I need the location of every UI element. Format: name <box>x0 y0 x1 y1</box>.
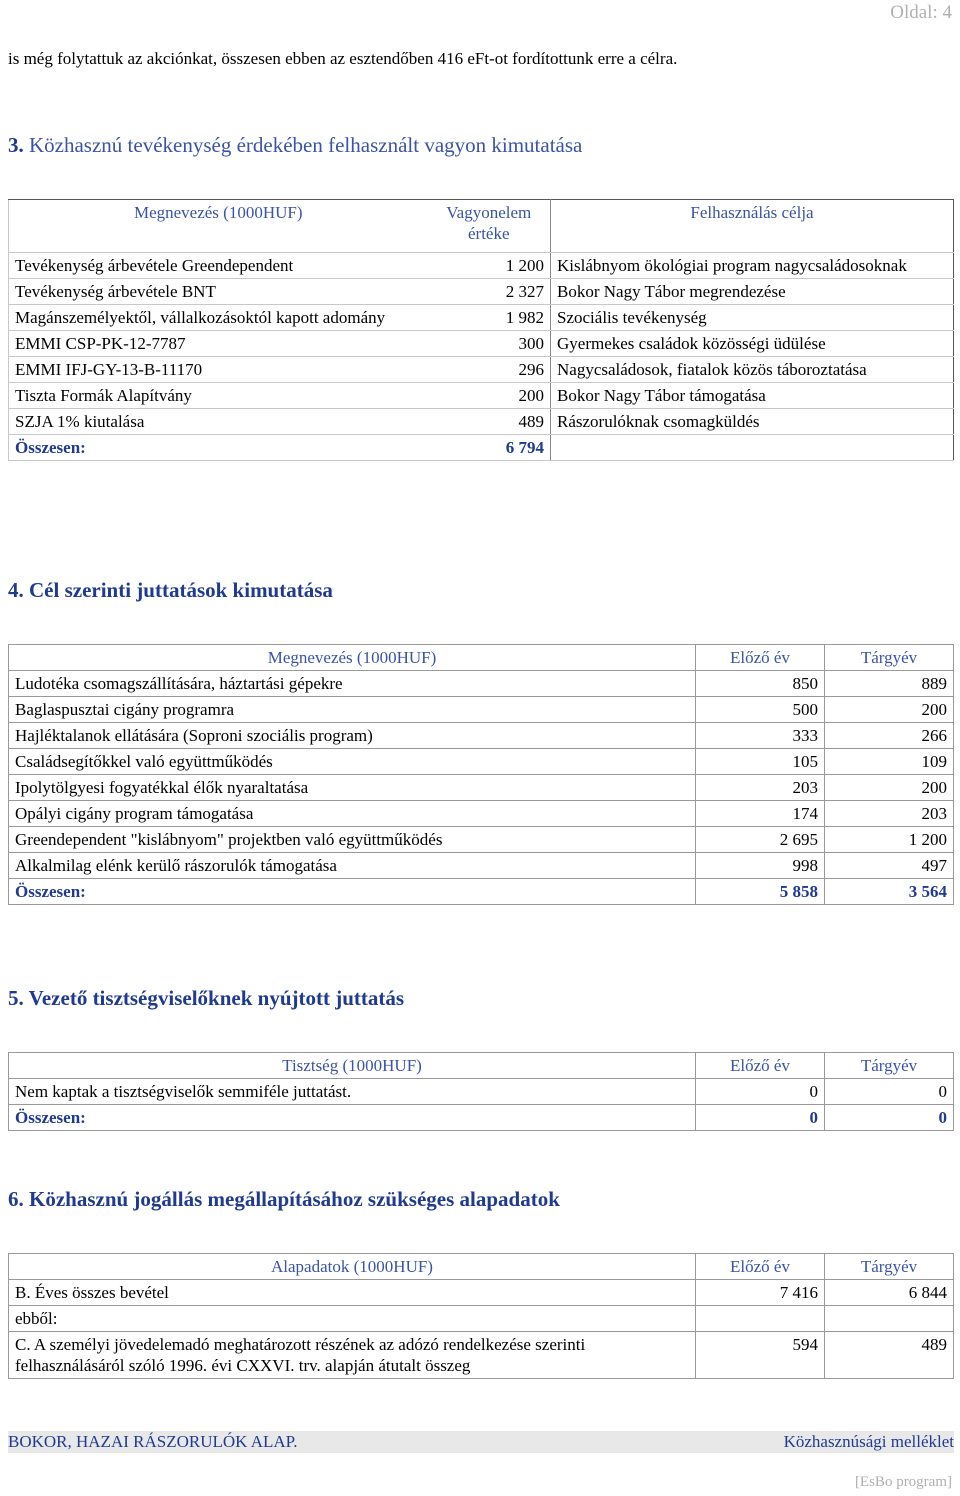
row-curr: 1 200 <box>825 827 954 853</box>
section-3-title: Közhasznú tevékenység érdekében felhasznált vagyon kimutatása <box>23 133 583 157</box>
total-label: Összesen: <box>9 435 428 461</box>
section-3-heading <box>8 133 582 158</box>
col-header-curr: Tárgyév <box>825 1053 954 1079</box>
row-curr: 6 844 <box>825 1280 954 1306</box>
row-curr: 489 <box>825 1332 954 1379</box>
row-prev: 500 <box>696 697 825 723</box>
col-header-curr: Tárgyév <box>825 1254 954 1280</box>
row-curr: 109 <box>825 749 954 775</box>
row-name: Opályi cigány program támogatása <box>9 801 696 827</box>
row-name: Tiszta Formák Alapítvány <box>9 383 428 409</box>
total-row <box>9 435 954 461</box>
row-value: 1 982 <box>428 305 551 331</box>
row-prev: 850 <box>696 671 825 697</box>
row-name: ebből: <box>9 1306 696 1332</box>
row-purpose: Nagycsaládosok, fiatalok közös táboroztatása <box>551 357 954 383</box>
row-value: 489 <box>428 409 551 435</box>
row-curr: 0 <box>825 1079 954 1105</box>
row-prev: 2 695 <box>696 827 825 853</box>
col-header-name: Alapadatok (1000HUF) <box>9 1254 696 1280</box>
section-5-heading: 5. Vezető tisztségviselőknek nyújtott juttatás <box>8 986 405 1010</box>
table-row <box>9 801 954 827</box>
total-value: 6 794 <box>428 435 551 461</box>
footer-bar <box>8 1431 954 1453</box>
col-header-name: Megnevezés (1000HUF) <box>9 645 696 671</box>
row-value: 200 <box>428 383 551 409</box>
table-row <box>9 853 954 879</box>
table-row <box>9 697 954 723</box>
program-label: [EsBo program] <box>854 1474 952 1490</box>
intro-paragraph: is még folytattuk az akciónkat, összesen ebben az esztendőben 416 eFt-ot fordítottunk erre a célra. <box>8 49 678 68</box>
section-3-number: 3. <box>8 133 24 157</box>
row-name: EMMI IFJ-GY-13-B-11170 <box>9 357 428 383</box>
footer-document-type: Közhasznúsági melléklet <box>783 1432 954 1451</box>
row-name: Nem kaptak a tisztségviselők semmiféle juttatást. <box>9 1079 696 1105</box>
section-5-table <box>8 1052 954 1131</box>
table-row <box>9 723 954 749</box>
total-prev: 0 <box>696 1105 825 1131</box>
row-value: 300 <box>428 331 551 357</box>
row-prev: 174 <box>696 801 825 827</box>
page-number: Oldal: 4 <box>890 2 952 23</box>
row-prev: 7 416 <box>696 1280 825 1306</box>
row-prev: 0 <box>696 1079 825 1105</box>
row-prev: 203 <box>696 775 825 801</box>
total-row <box>9 1105 954 1131</box>
row-curr <box>825 1306 954 1332</box>
row-name: Ludotéka csomagszállítására, háztartási gépekre <box>9 671 696 697</box>
row-name: EMMI CSP-PK-12-7787 <box>9 331 428 357</box>
row-prev: 105 <box>696 749 825 775</box>
row-purpose: Gyermekes családok közösségi üdülése <box>551 331 954 357</box>
row-name: Tevékenység árbevétele Greendependent <box>9 253 428 279</box>
col-header-prev: Előző év <box>696 1254 825 1280</box>
total-row <box>9 879 954 905</box>
row-value: 1 200 <box>428 253 551 279</box>
footer-organization: BOKOR, HAZAI RÁSZORULÓK ALAP. <box>8 1432 298 1451</box>
row-curr: 497 <box>825 853 954 879</box>
row-name: Magánszemélyektől, vállalkozásoktól kapott adomány <box>9 305 428 331</box>
col-header-name: Megnevezés (1000HUF) <box>9 200 428 253</box>
section-6-heading: 6. Közhasznú jogállás megállapításához szükséges alapadatok <box>8 1187 560 1211</box>
col-header-curr: Tárgyév <box>825 645 954 671</box>
row-purpose: Bokor Nagy Tábor megrendezése <box>551 279 954 305</box>
col-header-name: Tisztség (1000HUF) <box>9 1053 696 1079</box>
row-name: Alkalmilag elénk kerülő rászorulók támogatása <box>9 853 696 879</box>
row-value: 2 327 <box>428 279 551 305</box>
row-purpose: Rászorulóknak csomagküldés <box>551 409 954 435</box>
row-prev: 998 <box>696 853 825 879</box>
table-row <box>9 775 954 801</box>
row-name: Ipolytölgyesi fogyatékkal élők nyaraltatása <box>9 775 696 801</box>
table-row <box>9 357 954 383</box>
row-purpose: Kislábnyom ökológiai program nagycsaládosoknak <box>551 253 954 279</box>
total-label: Összesen: <box>9 1105 696 1131</box>
table-row <box>9 827 954 853</box>
total-curr: 3 564 <box>825 879 954 905</box>
row-curr: 200 <box>825 697 954 723</box>
table-row <box>9 749 954 775</box>
table-row <box>9 1332 954 1379</box>
section-4-heading: 4. Cél szerinti juttatások kimutatása <box>8 578 333 602</box>
row-name: B. Éves összes bevétel <box>9 1280 696 1306</box>
row-name: C. A személyi jövedelemadó meghatározott részének az adózó rendelkezése szerinti felhasználásáról szóló 1996. évi CXXVI. trv. alapján átutalt összeg <box>9 1332 696 1379</box>
table-row <box>9 409 954 435</box>
section-3-table <box>8 199 954 461</box>
col-header-prev: Előző év <box>696 1053 825 1079</box>
row-curr: 200 <box>825 775 954 801</box>
row-name: SZJA 1% kiutalása <box>9 409 428 435</box>
row-prev <box>696 1306 825 1332</box>
row-name: Családsegítőkkel való együttműködés <box>9 749 696 775</box>
row-purpose: Szociális tevékenység <box>551 305 954 331</box>
col-header-value: Vagyonelem értéke <box>428 200 551 253</box>
table-row <box>9 383 954 409</box>
section-4-table <box>8 644 954 905</box>
total-label: Összesen: <box>9 879 696 905</box>
row-prev: 333 <box>696 723 825 749</box>
row-curr: 266 <box>825 723 954 749</box>
row-prev: 594 <box>696 1332 825 1379</box>
table-row <box>9 253 954 279</box>
row-name: Baglaspusztai cigány programra <box>9 697 696 723</box>
row-purpose: Bokor Nagy Tábor támogatása <box>551 383 954 409</box>
table-row <box>9 1306 954 1332</box>
row-name: Hajléktalanok ellátására (Soproni szociális program) <box>9 723 696 749</box>
row-value: 296 <box>428 357 551 383</box>
row-curr: 203 <box>825 801 954 827</box>
table-row <box>9 671 954 697</box>
section-6-table <box>8 1253 954 1379</box>
table-row <box>9 1280 954 1306</box>
table-row <box>9 331 954 357</box>
row-name: Greendependent "kislábnyom" projektben való együttműködés <box>9 827 696 853</box>
total-prev: 5 858 <box>696 879 825 905</box>
row-name: Tevékenység árbevétele BNT <box>9 279 428 305</box>
table-row <box>9 305 954 331</box>
total-curr: 0 <box>825 1105 954 1131</box>
table-row <box>9 279 954 305</box>
col-header-prev: Előző év <box>696 645 825 671</box>
table-row <box>9 1079 954 1105</box>
col-header-purpose: Felhasználás célja <box>551 200 954 253</box>
row-curr: 889 <box>825 671 954 697</box>
